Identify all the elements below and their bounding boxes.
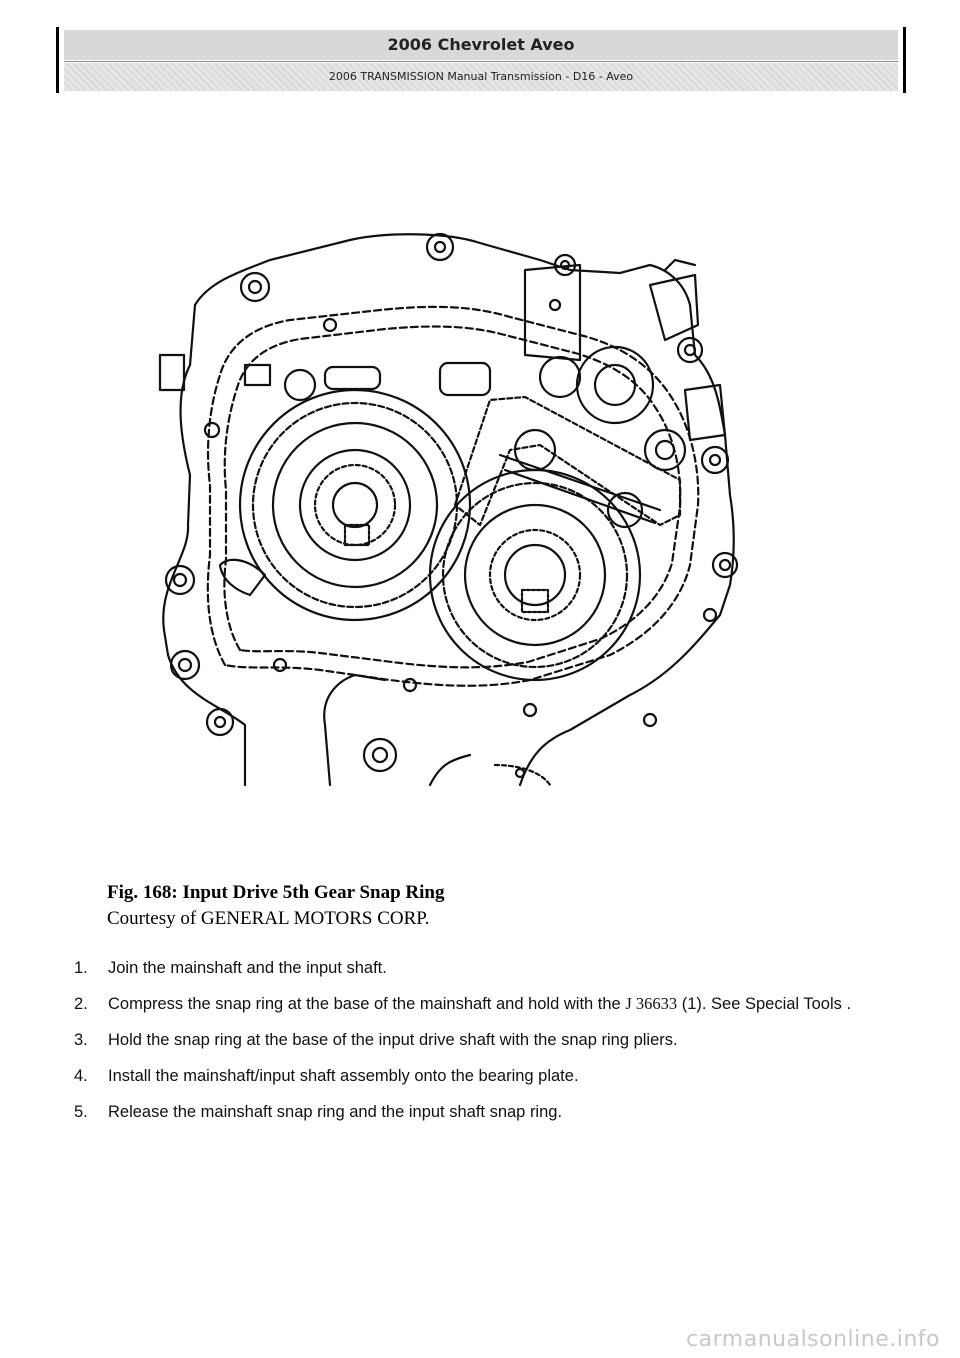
step-number: 4.: [74, 1067, 88, 1085]
step-number: 3.: [74, 1031, 88, 1049]
input-shaft-gear: [240, 390, 470, 620]
housing-outline: [163, 234, 734, 785]
figure-title: Fig. 168: Input Drive 5th Gear Snap Ring: [107, 882, 445, 903]
bolt-bosses: [166, 234, 737, 771]
figure-courtesy: Courtesy of GENERAL MOTORS CORP.: [107, 908, 430, 929]
step-text: Hold the snap ring at the base of the input drive shaft with the snap ring pliers.: [108, 1031, 678, 1049]
step-number: 1.: [74, 959, 88, 977]
header-divider: [64, 61, 898, 62]
list-item: [74, 991, 904, 1017]
step-number: 2.: [74, 995, 88, 1013]
shift-rails: [525, 260, 725, 470]
list-item: [74, 1063, 904, 1089]
header-right-rule: [903, 27, 906, 93]
figure-caption: [107, 880, 444, 932]
watermark: carmanualsonline.info: [686, 1327, 940, 1352]
procedure-steps: [74, 955, 904, 1135]
header-subtitle: 2006 TRANSMISSION Manual Transmission - D16 - Aveo: [64, 63, 898, 91]
tool-reference: J 36633: [625, 994, 678, 1013]
step-number: 5.: [74, 1103, 88, 1121]
list-item: [74, 1099, 904, 1125]
step-text-after: (1). See Special Tools .: [677, 995, 852, 1013]
list-item: [74, 955, 904, 981]
step-text: Compress the snap ring at the base of the mainshaft and hold with the: [108, 995, 626, 1013]
list-item: [74, 1027, 904, 1053]
step-text: Install the mainshaft/input shaft assembly onto the bearing plate.: [108, 1067, 579, 1085]
transmission-diagram: [150, 225, 760, 795]
header-title: 2006 Chevrolet Aveo: [64, 30, 898, 60]
step-text: Release the mainshaft snap ring and the input shaft snap ring.: [108, 1103, 563, 1121]
document-header: [56, 27, 906, 93]
mainshaft-gear: [430, 470, 640, 680]
header-left-rule: [56, 27, 59, 93]
step-text: Join the mainshaft and the input shaft.: [108, 959, 387, 977]
lower-housing-details: [324, 675, 550, 785]
